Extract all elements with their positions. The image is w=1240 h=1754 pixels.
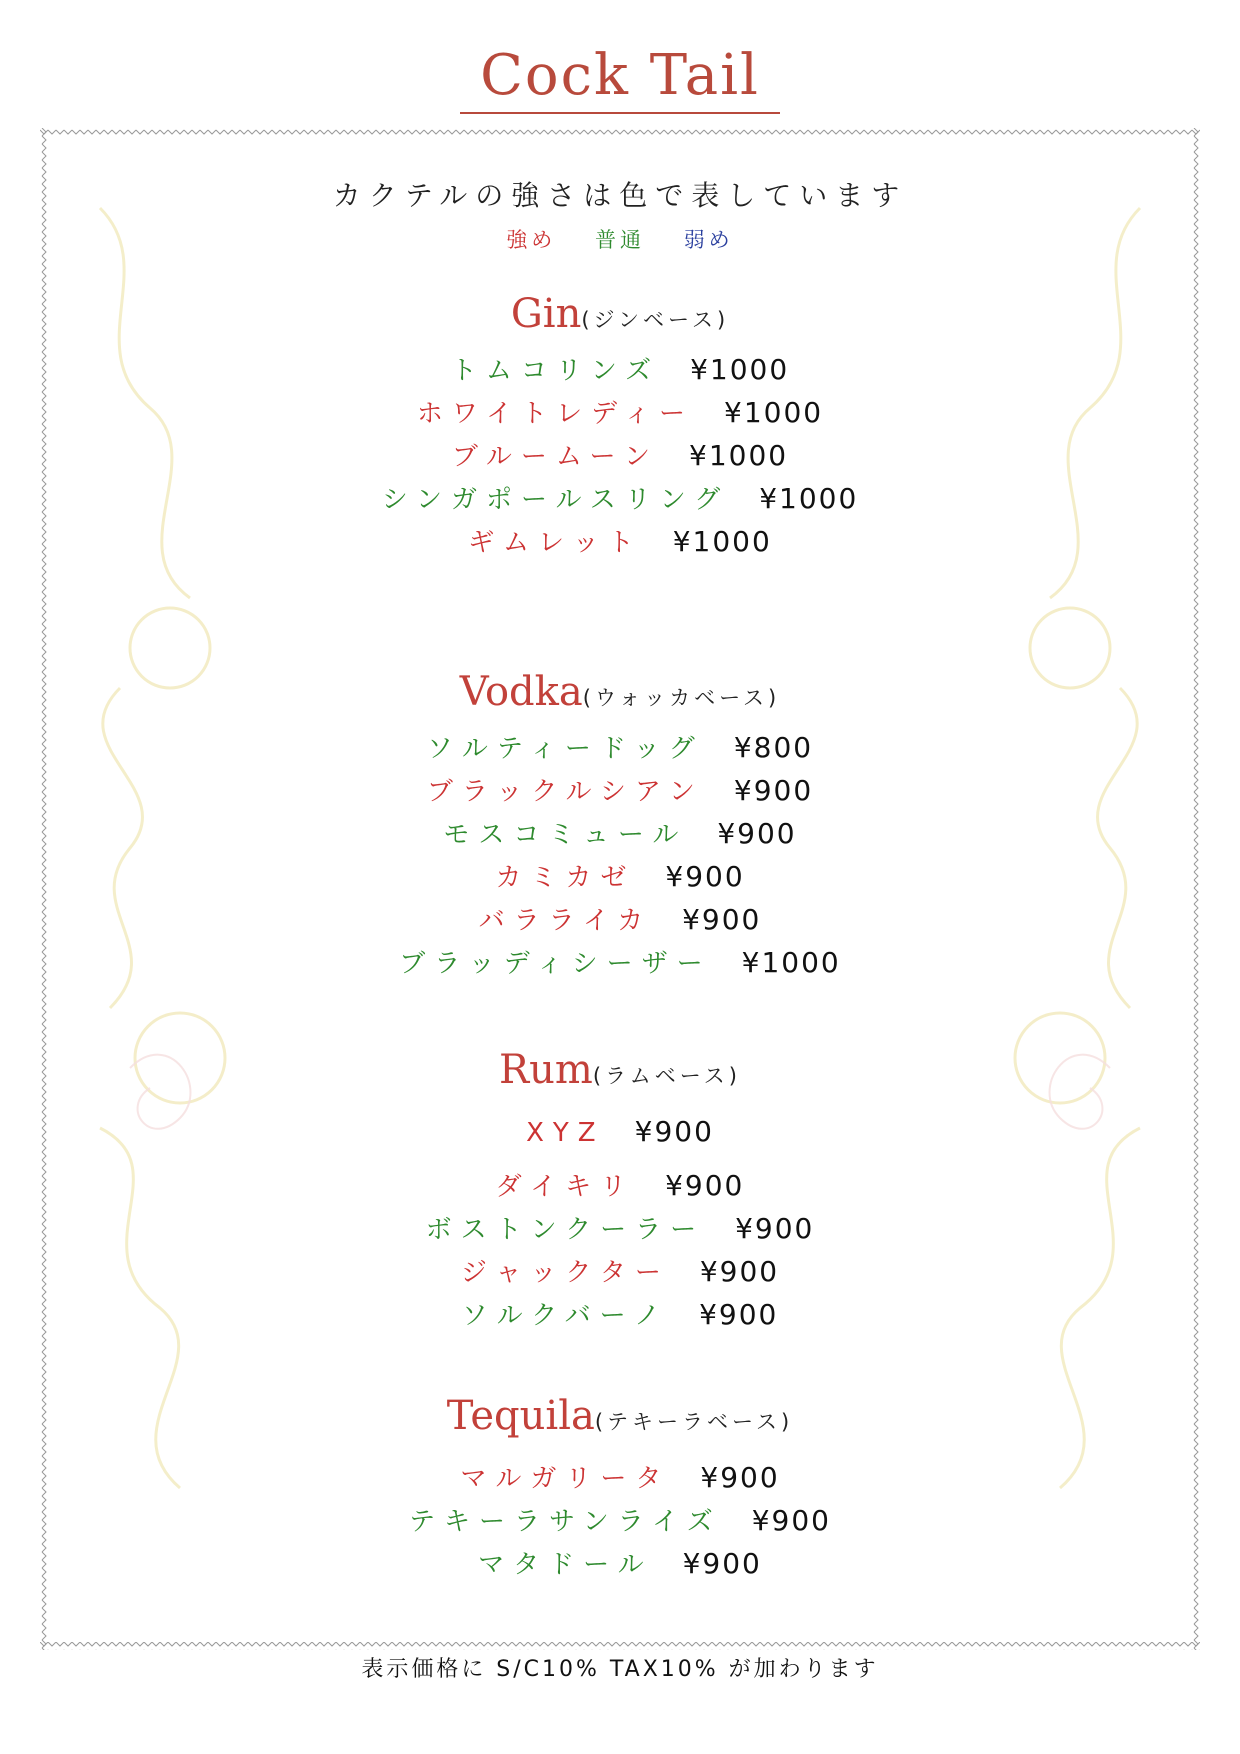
item-name: テキーラサンライズ (409, 1507, 722, 1537)
strength-legend (0, 224, 1240, 254)
legend-weak: 弱め (683, 228, 734, 252)
item-price: ¥900 (682, 903, 762, 936)
section-title-gin (0, 291, 1240, 337)
page-title: Cock Tail (480, 43, 760, 108)
menu-item (0, 1461, 1240, 1494)
item-name: ダイキリ (495, 1172, 636, 1202)
menu-item (0, 1504, 1240, 1537)
section-name-jp: (ラムベース) (592, 1064, 741, 1088)
item-price: ¥900 (699, 1298, 779, 1331)
item-price: ¥1000 (724, 396, 824, 429)
section-name-jp: (ウォッカベース) (582, 686, 781, 710)
menu-item (0, 860, 1240, 893)
item-name: ボストンクーラー (425, 1215, 706, 1245)
section-name-en: Gin (510, 291, 582, 337)
item-name: ブルームーン (451, 442, 660, 472)
section-name-en: Rum (499, 1047, 593, 1093)
item-name: ジャックター (460, 1258, 670, 1288)
menu-item (0, 1298, 1240, 1331)
item-name: シンガポールスリング (381, 485, 730, 515)
tax-note: 表示価格に S/C10% TAX10% が加わります (361, 1657, 879, 1682)
menu-item (0, 774, 1240, 807)
item-price: ¥1000 (672, 525, 772, 558)
item-price: ¥900 (634, 1115, 714, 1148)
menu-item (0, 903, 1240, 936)
section-name-en: Tequila (446, 1393, 595, 1439)
menu-item (0, 1547, 1240, 1580)
item-name: マタドール (478, 1550, 653, 1580)
item-name: カミカゼ (495, 863, 636, 893)
item-price: ¥900 (733, 774, 814, 807)
item-price: ¥900 (665, 860, 745, 893)
section-name-jp: (ジンベース) (581, 308, 730, 332)
section-title-tequila (0, 1393, 1240, 1439)
item-name: バラライカ (478, 906, 653, 936)
menu-item (0, 525, 1240, 558)
section-name-en: Vodka (459, 669, 583, 715)
menu-item (0, 946, 1240, 979)
item-price: ¥900 (682, 1547, 762, 1580)
item-price: ¥800 (733, 731, 814, 764)
item-price: ¥900 (665, 1169, 745, 1202)
item-name: マルガリータ (460, 1464, 671, 1494)
strength-note: カクテルの強さは色で表しています (332, 179, 908, 212)
menu-item (0, 1255, 1240, 1288)
menu-item (0, 1169, 1240, 1202)
item-price: ¥900 (751, 1504, 831, 1537)
item-name: ソルクバーノ (461, 1301, 670, 1331)
item-name: XYZ (526, 1118, 605, 1148)
menu-item (0, 353, 1240, 386)
item-name: モスコミュール (443, 820, 688, 850)
menu-item (0, 396, 1240, 429)
item-price: ¥900 (717, 817, 797, 850)
item-price: ¥1000 (741, 946, 841, 979)
menu-item (0, 817, 1240, 850)
item-price: ¥1000 (689, 439, 789, 472)
item-price: ¥900 (699, 1255, 780, 1288)
title-underline (460, 112, 780, 114)
item-name: ブラッディシーザー (399, 949, 712, 979)
menu-item (0, 482, 1240, 515)
item-price: ¥900 (735, 1212, 815, 1245)
menu-item (0, 1115, 1240, 1148)
item-name: ブラックルシアン (426, 777, 704, 807)
menu-item (0, 1212, 1240, 1245)
legend-strong: 強め (506, 228, 557, 252)
section-name-jp: (テキーラベース) (594, 1410, 794, 1434)
item-name: ギムレット (468, 528, 643, 558)
legend-normal: 普通 (595, 228, 645, 252)
item-name: ソルティードッグ (426, 734, 704, 764)
item-price: ¥1000 (759, 482, 859, 515)
item-price: ¥900 (700, 1461, 780, 1494)
item-name: トムコリンズ (450, 356, 661, 386)
section-title-rum (0, 1047, 1240, 1093)
item-price: ¥1000 (690, 353, 790, 386)
section-title-vodka (0, 669, 1240, 715)
menu-item (0, 439, 1240, 472)
menu-item (0, 731, 1240, 764)
item-name: ホワイトレディー (416, 399, 695, 429)
